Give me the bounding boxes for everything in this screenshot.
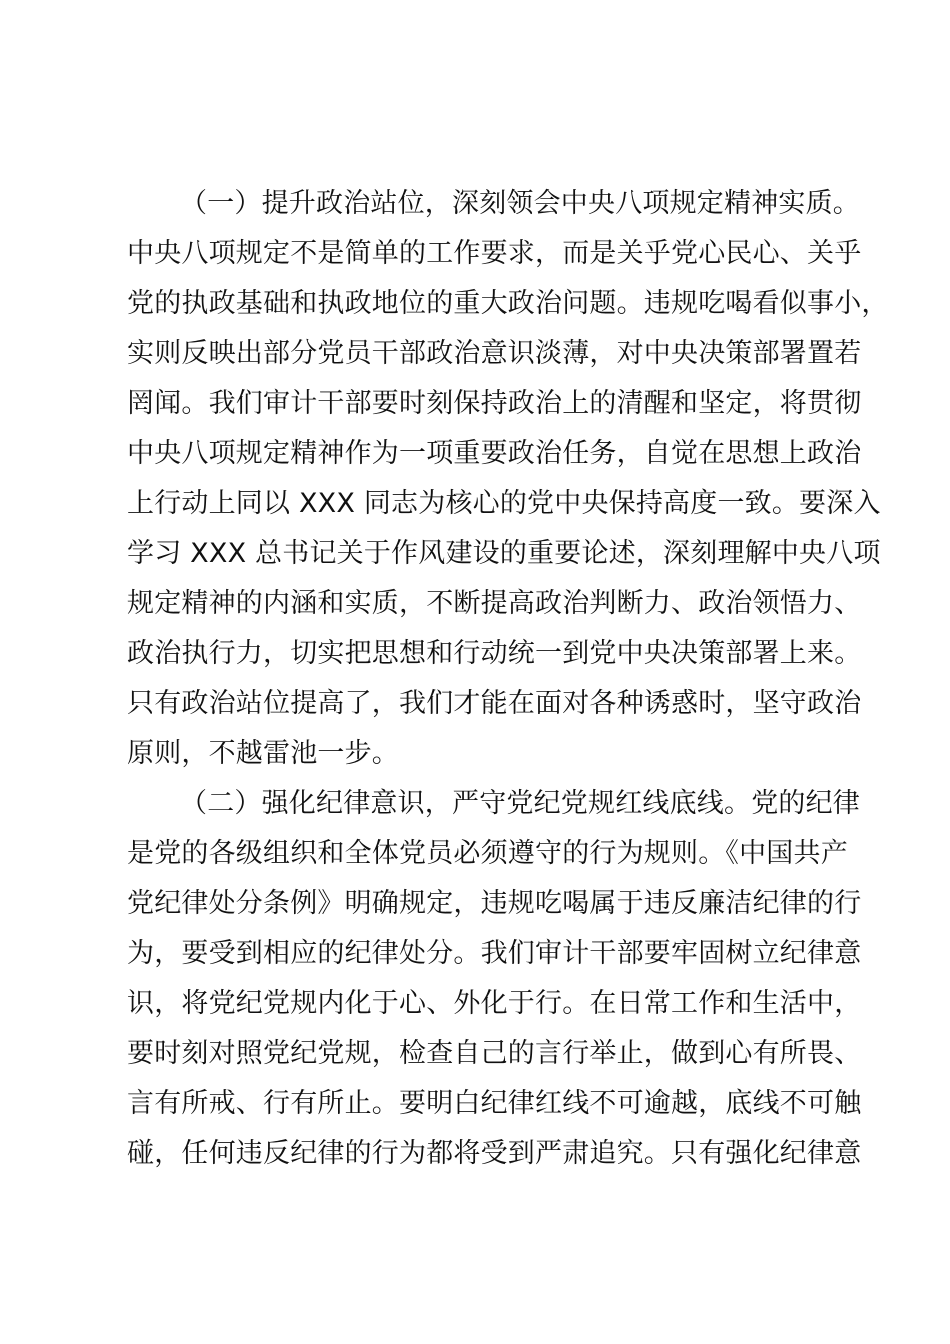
paragraph-2-line-6: 要时刻对照党纪党规，检查自己的言行举止，做到心有所畏、 [127, 1038, 862, 1069]
paragraph-2-line-8: 碰，任何违反纪律的行为都将受到严肃追究。只有强化纪律意 [127, 1138, 862, 1169]
paragraph-2-line-2: 是党的各级组织和全体党员必须遵守的行为规则。《中国共产 [127, 838, 848, 869]
paragraph-2-line-1: （二）强化纪律意识，严守党纪党规红线底线。党的纪律 [180, 788, 860, 819]
paragraph-1-line-5: 罔闻。我们审计干部要时刻保持政治上的清醒和坚定，将贯彻 [127, 388, 862, 419]
paragraph-1-line-3: 党的执政基础和执政地位的重大政治问题。违规吃喝看似事小， [127, 288, 889, 319]
paragraph-1-line-8: 学习 XXX 总书记关于作风建设的重要论述，深刻理解中央八项 [127, 538, 881, 569]
paragraph-1-line-10: 政治执行力，切实把思想和行动统一到党中央决策部署上来。 [127, 638, 862, 669]
paragraph-2-line-7: 言有所戒、行有所止。要明白纪律红线不可逾越，底线不可触 [127, 1088, 862, 1119]
paragraph-1-line-12: 原则，不越雷池一步。 [127, 738, 399, 769]
paragraph-1-line-9: 规定精神的内涵和实质，不断提高政治判断力、政治领悟力、 [127, 588, 862, 619]
paragraph-1-line-1: （一）提升政治站位，深刻领会中央八项规定精神实质。 [180, 188, 860, 219]
paragraph-1-line-2: 中央八项规定不是简单的工作要求，而是关乎党心民心、关乎 [127, 238, 862, 269]
paragraph-1-line-7: 上行动上同以 XXX 同志为核心的党中央保持高度一致。要深入 [127, 488, 881, 519]
paragraph-1-line-11: 只有政治站位提高了，我们才能在面对各种诱惑时，坚守政治 [127, 688, 862, 719]
paragraph-1-line-6: 中央八项规定精神作为一项重要政治任务，自觉在思想上政治 [127, 438, 862, 469]
paragraph-2-line-4: 为，要受到相应的纪律处分。我们审计干部要牢固树立纪律意 [127, 938, 862, 969]
paragraph-2-line-3: 党纪律处分条例》明确规定，违规吃喝属于违反廉洁纪律的行 [127, 888, 862, 919]
paragraph-2-line-5: 识，将党纪党规内化于心、外化于行。在日常工作和生活中， [127, 988, 862, 1019]
paragraph-1-line-4: 实则反映出部分党员干部政治意识淡薄，对中央决策部署置若 [127, 338, 862, 369]
